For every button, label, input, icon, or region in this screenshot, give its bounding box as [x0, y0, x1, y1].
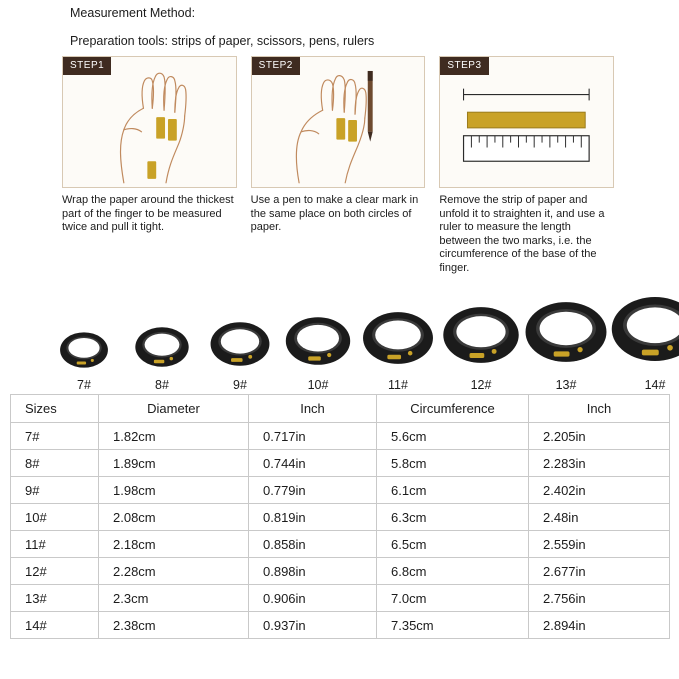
- hand-with-paper-strip-icon: [63, 57, 236, 187]
- step-2-badge: STEP2: [252, 57, 300, 75]
- table-row: [11, 450, 670, 477]
- cell-inch-diameter: 0.937in: [249, 612, 377, 639]
- header-sizes: Sizes: [11, 395, 99, 423]
- cell-inch-circumference: 2.677in: [529, 558, 670, 585]
- cell-diameter: 1.82cm: [99, 423, 249, 450]
- steps-row: [62, 56, 614, 275]
- step-3-caption: Remove the strip of paper and unfold it to straighten it, and use a ruler to measure the length between the two marks, i.e. the circumference of the base of the finger.: [439, 194, 605, 274]
- ring-icon: [133, 318, 191, 376]
- ring-icon: [608, 282, 679, 376]
- step-3-badge: STEP3: [440, 57, 488, 75]
- cell-inch-diameter: 0.898in: [249, 558, 377, 585]
- ring-label-7: 14#: [644, 378, 666, 392]
- ring-item-0: [58, 324, 110, 392]
- hand-with-pen-icon: [252, 57, 425, 187]
- ruler-with-paper-strip-icon: [440, 57, 613, 187]
- ring-size-row: [30, 282, 666, 392]
- size-table: [10, 394, 670, 639]
- cell-diameter: 1.89cm: [99, 450, 249, 477]
- preparation-tools-text: Preparation tools: strips of paper, scissors, pens, rulers: [70, 34, 375, 48]
- step-3: [439, 56, 614, 275]
- cell-size: 9#: [11, 477, 99, 504]
- step-3-image: [439, 56, 614, 188]
- size-table-wrapper: [10, 394, 669, 639]
- table-header-row: [11, 395, 670, 423]
- header-circumference: Circumference: [377, 395, 529, 423]
- cell-inch-diameter: 0.779in: [249, 477, 377, 504]
- cell-inch-circumference: 2.559in: [529, 531, 670, 558]
- ring-item-7: [608, 282, 679, 392]
- cell-size: 8#: [11, 450, 99, 477]
- ring-item-5: [440, 294, 522, 392]
- table-row: [11, 612, 670, 639]
- table-row: [11, 423, 670, 450]
- step-2-caption: Use a pen to make a clear mark in the same place on both circles of paper.: [250, 194, 419, 233]
- ring-icon: [208, 312, 272, 376]
- cell-inch-circumference: 2.48in: [529, 504, 670, 531]
- ring-label-3: 10#: [307, 378, 329, 392]
- table-row: [11, 531, 670, 558]
- ring-label-5: 12#: [470, 378, 492, 392]
- ring-label-2: 9#: [233, 378, 247, 392]
- cell-diameter: 2.28cm: [99, 558, 249, 585]
- cell-circumference: 6.3cm: [377, 504, 529, 531]
- table-row: [11, 477, 670, 504]
- ring-icon: [440, 294, 522, 376]
- measurement-method-title: Measurement Method:: [70, 6, 196, 20]
- cell-circumference: 7.0cm: [377, 585, 529, 612]
- cell-circumference: 6.8cm: [377, 558, 529, 585]
- table-row: [11, 558, 670, 585]
- header-inch-diameter: Inch: [249, 395, 377, 423]
- cell-diameter: 2.08cm: [99, 504, 249, 531]
- ring-icon: [283, 306, 353, 376]
- ring-icon: [360, 300, 436, 376]
- cell-inch-diameter: 0.906in: [249, 585, 377, 612]
- cell-inch-diameter: 0.744in: [249, 450, 377, 477]
- ring-icon: [58, 324, 110, 376]
- cell-inch-circumference: 2.756in: [529, 585, 670, 612]
- header-inch-circumference: Inch: [529, 395, 670, 423]
- header-diameter: Diameter: [99, 395, 249, 423]
- cell-size: 11#: [11, 531, 99, 558]
- cell-inch-circumference: 2.283in: [529, 450, 670, 477]
- ring-item-4: [360, 300, 436, 392]
- cell-circumference: 6.1cm: [377, 477, 529, 504]
- cell-inch-diameter: 0.819in: [249, 504, 377, 531]
- table-row: [11, 504, 670, 531]
- cell-inch-circumference: 2.205in: [529, 423, 670, 450]
- step-2: [251, 56, 426, 275]
- step-1: [62, 56, 237, 275]
- ring-label-4: 11#: [388, 378, 408, 392]
- cell-inch-diameter: 0.858in: [249, 531, 377, 558]
- ring-item-3: [283, 306, 353, 392]
- cell-size: 14#: [11, 612, 99, 639]
- cell-diameter: 2.18cm: [99, 531, 249, 558]
- step-2-image: [251, 56, 426, 188]
- cell-circumference: 6.5cm: [377, 531, 529, 558]
- cell-diameter: 1.98cm: [99, 477, 249, 504]
- cell-circumference: 5.8cm: [377, 450, 529, 477]
- cell-circumference: 7.35cm: [377, 612, 529, 639]
- ring-item-1: [133, 318, 191, 392]
- table-row: [11, 585, 670, 612]
- cell-diameter: 2.3cm: [99, 585, 249, 612]
- cell-size: 13#: [11, 585, 99, 612]
- ring-icon: [522, 288, 610, 376]
- cell-size: 7#: [11, 423, 99, 450]
- cell-circumference: 5.6cm: [377, 423, 529, 450]
- cell-diameter: 2.38cm: [99, 612, 249, 639]
- ring-label-0: 7#: [77, 378, 91, 392]
- cell-inch-circumference: 2.894in: [529, 612, 670, 639]
- ring-item-2: [208, 312, 272, 392]
- step-1-caption: Wrap the paper around the thickest part of the finger to be measured twice and pull it tight.: [62, 194, 234, 233]
- ring-label-1: 8#: [155, 378, 169, 392]
- cell-inch-diameter: 0.717in: [249, 423, 377, 450]
- heading-block: [70, 6, 374, 48]
- step-1-image: [62, 56, 237, 188]
- cell-inch-circumference: 2.402in: [529, 477, 670, 504]
- ring-item-6: [522, 288, 610, 392]
- ring-label-6: 13#: [555, 378, 577, 392]
- cell-size: 12#: [11, 558, 99, 585]
- step-1-badge: STEP1: [63, 57, 111, 75]
- cell-size: 10#: [11, 504, 99, 531]
